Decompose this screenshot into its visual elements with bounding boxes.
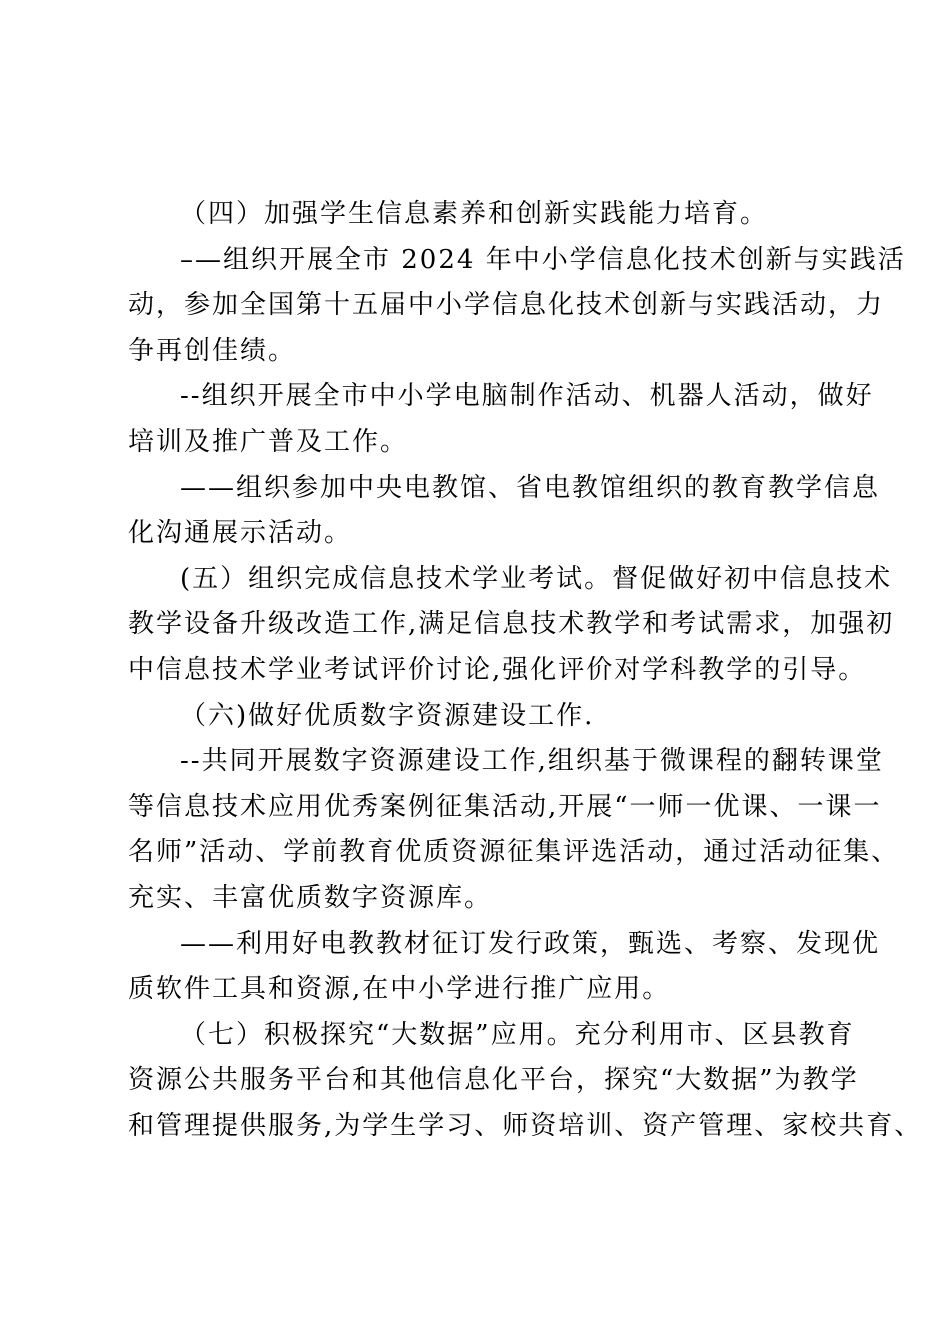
paragraph-line: 争再创佳绩。	[128, 335, 297, 366]
paragraph-line: 动，参加全国第十五届中小学信息化技术创新与实践活动，力	[128, 290, 885, 321]
paragraph-line: 和管理提供服务,为学生学习、师资培训、资产管理、家校共育、	[128, 1110, 923, 1141]
paragraph-line: 资源公共服务平台和其他信息化平台，探究“大数据”为教学	[128, 1065, 859, 1096]
paragraph-line: –—组织开展全市 2024 年中小学信息化技术创新与实践活	[180, 244, 906, 275]
paragraph-line: 名师”活动、学前教育优质资源征集评选活动，通过活动征集、	[128, 837, 900, 868]
section-heading-7: （七）积极探究“大数据”应用。充分利用市、区县教育	[180, 1019, 855, 1050]
paragraph-line: ——利用好电教教材征订发行政策，甄选、考察、发现优	[180, 928, 881, 959]
paragraph-line: 教学设备升级改造工作,满足信息技术教学和考试需求，加强初	[128, 609, 895, 640]
paragraph-line: 质软件工具和资源,在中小学进行推广应用。	[128, 974, 671, 1005]
paragraph-line: 化沟通展示活动。	[128, 518, 353, 549]
paragraph-line: 等信息技术应用优秀案例征集活动,开展“一师一优课、一课一	[128, 791, 882, 822]
paragraph-line: 培训及推广普及工作。	[128, 426, 409, 457]
paragraph-line: 充实、丰富优质数字资源库。	[128, 882, 493, 913]
paragraph-line: ——组织参加中央电教馆、省电教馆组织的教育教学信息	[180, 472, 881, 503]
section-heading-5: (五）组织完成信息技术学业考试。督促做好初中信息技术	[180, 563, 893, 594]
paragraph-line: --组织开展全市中小学电脑制作活动、机器人活动，做好	[180, 381, 874, 412]
paragraph-line: 中信息技术学业考试评价讨论,强化评价对学科教学的引导。	[128, 654, 867, 685]
section-heading-6: （六)做好优质数字资源建设工作.	[180, 700, 595, 731]
paragraph-line: --共同开展数字资源建设工作,组织基于微课程的翻转课堂	[180, 746, 884, 777]
section-heading-4: （四）加强学生信息素养和创新实践能力培育。	[180, 199, 769, 229]
document-body	[128, 192, 923, 1149]
